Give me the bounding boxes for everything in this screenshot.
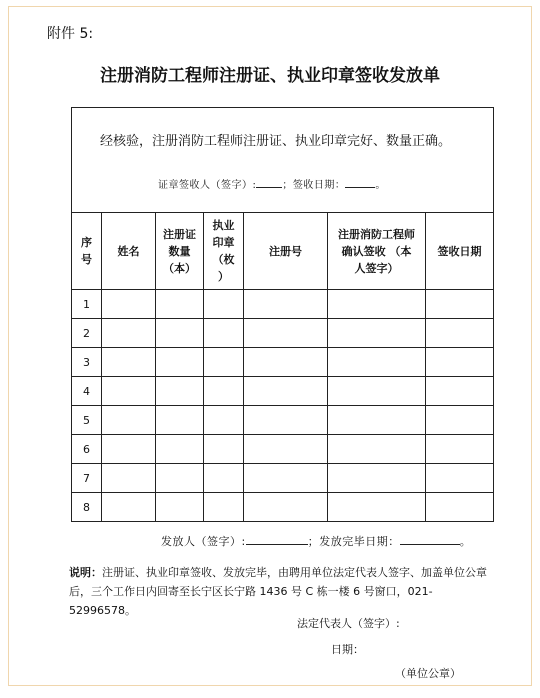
table-cell[interactable] <box>328 348 426 377</box>
column-header: 执业 印章 （枚 ） <box>204 213 244 290</box>
table-row <box>72 290 494 319</box>
table-cell[interactable] <box>426 348 494 377</box>
table-cell[interactable] <box>244 290 328 319</box>
table-cell[interactable] <box>426 493 494 522</box>
table-cell[interactable] <box>426 435 494 464</box>
table-cell[interactable] <box>204 464 244 493</box>
table-cell[interactable] <box>426 319 494 348</box>
sign-end-mark: 。 <box>375 180 386 191</box>
table-cell[interactable] <box>156 377 204 406</box>
table-cell[interactable] <box>328 435 426 464</box>
document-page <box>8 6 532 686</box>
column-header: 注册证 数量 （本） <box>156 213 204 290</box>
table-cell[interactable] <box>328 290 426 319</box>
table-cell[interactable] <box>426 464 494 493</box>
table-cell[interactable] <box>102 493 156 522</box>
receipt-table <box>71 107 494 522</box>
table-row <box>72 464 494 493</box>
column-header: 姓名 <box>102 213 156 290</box>
table-cell[interactable] <box>156 348 204 377</box>
row-number: 2 <box>72 319 102 348</box>
table-cell[interactable] <box>204 435 244 464</box>
table-cell[interactable] <box>328 406 426 435</box>
row-number: 8 <box>72 493 102 522</box>
date-label: 日期： <box>331 643 364 656</box>
table-row <box>72 435 494 464</box>
table-cell[interactable] <box>204 406 244 435</box>
table-cell[interactable] <box>102 464 156 493</box>
finish-date-label: ；发放完毕日期： <box>307 535 400 548</box>
receiver-label: 证章签收人（签字）: <box>158 180 257 191</box>
table-cell[interactable] <box>244 348 328 377</box>
table-cell[interactable] <box>156 319 204 348</box>
attachment-label: 附件 5: <box>47 26 94 42</box>
column-header: 签收日期 <box>426 213 494 290</box>
table-cell[interactable] <box>244 435 328 464</box>
table-header-row <box>72 213 494 290</box>
table-cell[interactable] <box>156 464 204 493</box>
row-number: 7 <box>72 464 102 493</box>
issuer-label: 发放人（签字）: <box>161 535 246 548</box>
table-cell[interactable] <box>102 319 156 348</box>
row-number: 4 <box>72 377 102 406</box>
table-cell[interactable] <box>204 377 244 406</box>
table-cell[interactable] <box>204 319 244 348</box>
table-cell[interactable] <box>244 377 328 406</box>
notice-text: 经核验，注册消防工程师注册证、执业印章完好、数量正确。 <box>100 134 452 149</box>
table-body <box>72 290 494 522</box>
table-cell[interactable] <box>244 493 328 522</box>
receiver-signature-blank[interactable] <box>256 177 282 188</box>
table-row <box>72 319 494 348</box>
table-cell[interactable] <box>102 406 156 435</box>
table-cell[interactable] <box>204 348 244 377</box>
table-cell[interactable] <box>328 319 426 348</box>
table-cell[interactable] <box>426 377 494 406</box>
finish-date-blank[interactable] <box>400 534 460 545</box>
table-cell[interactable] <box>156 435 204 464</box>
issuer-signature-blank[interactable] <box>246 534 308 545</box>
row-number: 3 <box>72 348 102 377</box>
table-cell[interactable] <box>244 464 328 493</box>
sign-date-label: ；签收日期： <box>282 180 346 191</box>
sign-date-blank[interactable] <box>345 177 375 188</box>
table-cell[interactable] <box>102 377 156 406</box>
page-title: 注册消防工程师注册证、执业印章签收发放单 <box>100 66 440 86</box>
table-cell[interactable] <box>156 290 204 319</box>
table-row <box>72 348 494 377</box>
table-cell[interactable] <box>328 493 426 522</box>
table-cell[interactable] <box>204 493 244 522</box>
table-cell[interactable] <box>102 290 156 319</box>
table-cell[interactable] <box>328 377 426 406</box>
table-row <box>72 377 494 406</box>
notice-cell <box>72 108 494 213</box>
note-text: 注册证、执业印章签收、发放完毕，由聘用单位法定代表人签字、加盖单位公章后，三个工作日内回寄至长宁区长宁路 1436 号 C 栋一楼 6 号窗口，021-52996578。 <box>69 566 487 617</box>
table-cell[interactable] <box>426 290 494 319</box>
table-cell[interactable] <box>102 435 156 464</box>
table-cell[interactable] <box>204 290 244 319</box>
row-number: 1 <box>72 290 102 319</box>
note-section <box>69 563 499 620</box>
table-cell[interactable] <box>244 319 328 348</box>
table-cell[interactable] <box>426 406 494 435</box>
legal-rep-label: 法定代表人（签字）: <box>297 617 400 630</box>
column-header: 注册号 <box>244 213 328 290</box>
table-cell[interactable] <box>156 493 204 522</box>
table-row <box>72 406 494 435</box>
table-cell[interactable] <box>102 348 156 377</box>
row-number: 5 <box>72 406 102 435</box>
column-header: 注册消防工程师 确认签收 （本 人签字） <box>328 213 426 290</box>
table-cell[interactable] <box>156 406 204 435</box>
table-cell[interactable] <box>244 406 328 435</box>
receiver-sign-line <box>158 176 386 191</box>
issuer-sign-line <box>161 533 471 549</box>
note-label: 说明： <box>69 566 102 579</box>
issuer-end-mark: 。 <box>459 535 472 548</box>
table-row <box>72 493 494 522</box>
column-header: 序 号 <box>72 213 102 290</box>
seal-label: （单位公章） <box>395 667 461 680</box>
row-number: 6 <box>72 435 102 464</box>
table-cell[interactable] <box>328 464 426 493</box>
